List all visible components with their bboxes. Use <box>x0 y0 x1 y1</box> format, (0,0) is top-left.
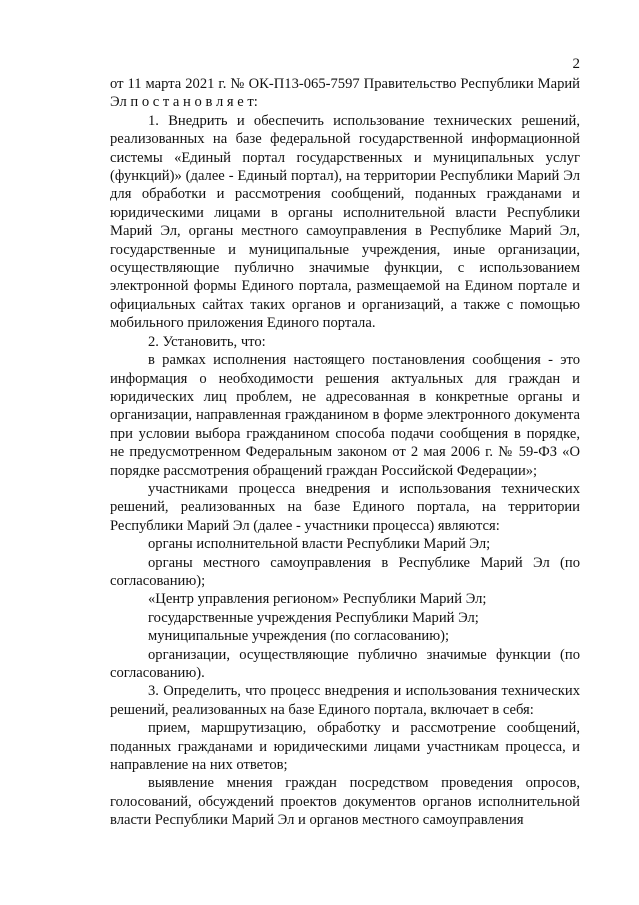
clause-2-definition-messages: в рамках исполнения настоящего постановления сообщения - это информация о необходимости решения актуальных для граждан и юридических лиц проблем, не адресованная в конкретные органы и организации, направленная гражданином в форме электронного документа при условии выбора гражданином способа подачи сообщения в порядке, не предусмотренном Федеральным законом от 2 мая 2006 г. № 59-ФЗ «О порядке рассмотрения обращений граждан Российской Федерации»; <box>110 352 580 479</box>
decree-preamble: от 11 марта 2021 г. № ОК-П13-065-7597 Правительство Республики Марий Эл п о с т а н о в л я е т: <box>110 76 580 111</box>
participant-item: органы местного самоуправления в Республике Марий Эл (по согласованию); <box>110 554 580 589</box>
participant-item: «Центр управления регионом» Республики Марий Эл; <box>148 591 487 608</box>
clause-1: 1. Внедрить и обеспечить использование технических решений, реализованных на базе федеральной государственной информационной системы «Единый портал государственных и муниципальных услуг (функций)» (далее - Единый портал), на территории Республики Марий Эл для обработки и рассмотрения сообщений, поданных гражданами и юридическими лицами в органы исполнительной власти Республики Марий Эл, органы местного самоуправления в Республике Марий Эл, государственные и муниципальные учреждения, иные организации, осуществляющие публично значимые функции, с использованием электронной формы Единого портала, размещаемой на Едином портале и официальных сайтах таких органов и организаций, а также с помощью мобильного приложения Единого портала. <box>110 112 580 332</box>
clause-3-item: прием, маршрутизацию, обработку и рассмотрение сообщений, поданных гражданами и юридическими лицами участникам процесса, и направление на них ответов; <box>110 720 580 774</box>
participant-item: государственные учреждения Республики Марий Эл; <box>148 609 479 626</box>
participant-item: организации, осуществляющие публично значимые функции (по согласованию). <box>110 646 580 681</box>
page-number: 2 <box>572 56 580 72</box>
clause-2-participants-intro: участниками процесса внедрения и использования технических решений, реализованных на базе Единого портала, на территории Республики Марий Эл (далее - участники процесса) являются: <box>110 480 580 534</box>
clause-3-item: выявление мнения граждан посредством проведения опросов, голосований, обсуждений проектов документов органов исполнительной власти Республики Марий Эл и органов местного самоуправления <box>110 775 580 829</box>
clause-3-heading: 3. Определить, что процесс внедрения и использования технических решений, реализованных на базе Единого портала, включает в себя: <box>110 683 580 718</box>
participant-item: органы исполнительной власти Республики Марий Эл; <box>148 536 491 553</box>
participant-item: муниципальные учреждения (по согласованию); <box>148 628 450 645</box>
document-body <box>110 75 580 830</box>
clause-2-heading: 2. Установить, что: <box>148 333 266 350</box>
